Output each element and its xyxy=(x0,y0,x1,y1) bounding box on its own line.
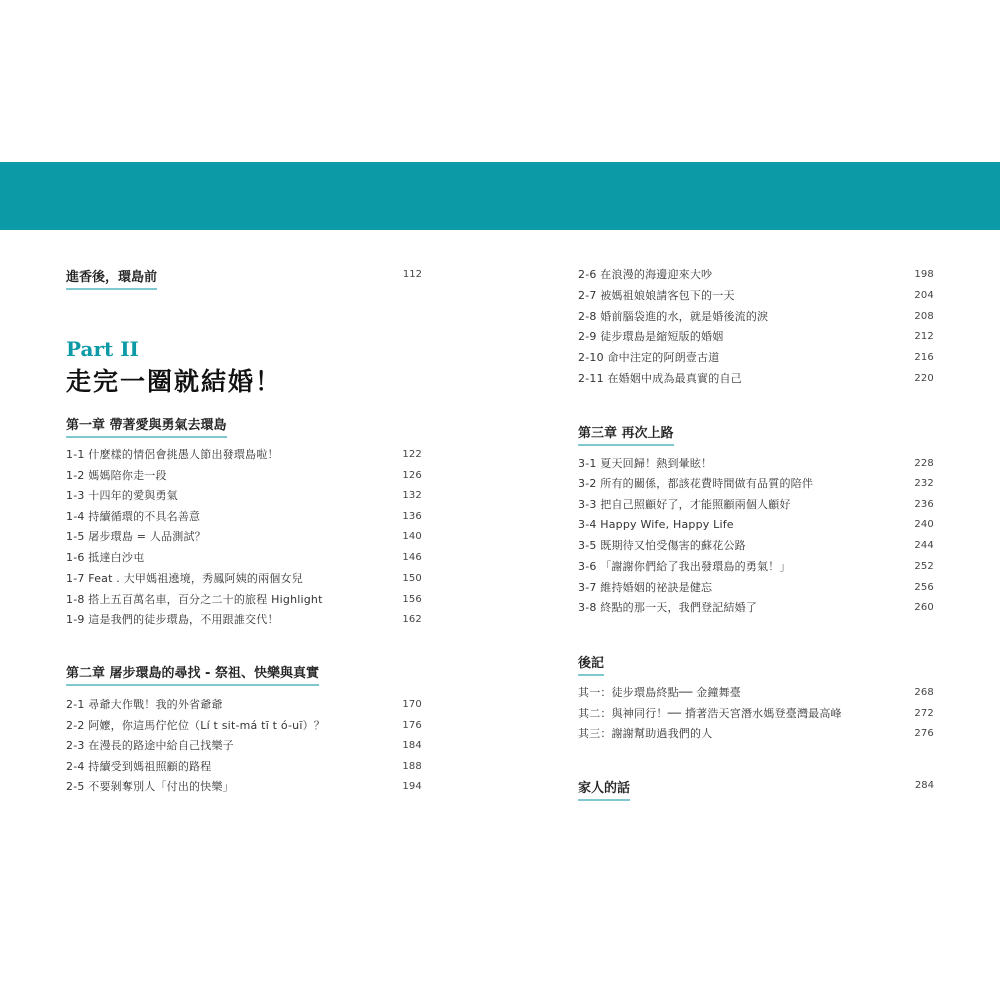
chapter-title: 第一章 帶著愛與勇氣去環島 xyxy=(66,414,227,438)
page-number: 170 xyxy=(402,698,422,710)
toc-entry[interactable] xyxy=(66,547,422,567)
page-number: 268 xyxy=(914,686,934,698)
entry-label: 1-5 屠步環島 = 人品測試？ xyxy=(66,530,206,543)
toc-section-heading[interactable] xyxy=(578,777,934,801)
entry-label: 1-1 什麼樣的情侶會挑愚人節出發環島啦！ xyxy=(66,448,279,461)
page-number: 220 xyxy=(914,372,934,384)
toc-entry[interactable] xyxy=(578,326,934,346)
toc-entry[interactable] xyxy=(578,577,934,597)
toc-entry[interactable] xyxy=(578,494,934,514)
toc-entry[interactable] xyxy=(66,444,422,464)
toc-entry[interactable] xyxy=(66,568,422,588)
page-number: 256 xyxy=(914,581,934,593)
entry-label: 1-4 持續循環的不具名善意 xyxy=(66,510,201,523)
entry-label: 2-7 被媽祖娘娘請客包下的一天 xyxy=(578,289,735,302)
page-number: 244 xyxy=(914,539,934,551)
page-number: 216 xyxy=(914,351,934,363)
entry-label: 3-6 「謝謝你們給了我出發環島的勇氣！」 xyxy=(578,560,791,573)
toc-entry[interactable] xyxy=(66,735,422,755)
chapter-heading xyxy=(66,414,422,438)
page-number: 184 xyxy=(402,739,422,751)
entry-label: 2-2 阿嬤，你這馬佇佗位（Lí t sit-má tī t ó-uī）？ xyxy=(66,719,325,732)
chapter-heading xyxy=(578,422,934,446)
page-number: 204 xyxy=(914,289,934,301)
toc-entry[interactable] xyxy=(578,703,934,723)
toc-entry[interactable] xyxy=(578,597,934,617)
entry-label: 1-6 抵達白沙屯 xyxy=(66,551,145,564)
toc-entry[interactable] xyxy=(66,694,422,714)
page-number: 150 xyxy=(402,572,422,584)
entry-label: 其二：與神同行！── 揹著浩天宮潛水媽登臺灣最高峰 xyxy=(578,707,842,720)
entry-label: 3-1 夏天回歸！熱到暈眩！ xyxy=(578,457,713,470)
page-number: 232 xyxy=(914,477,934,489)
toc-entry[interactable] xyxy=(578,535,934,555)
toc-entry[interactable] xyxy=(578,453,934,473)
entry-label: 1-8 搭上五百萬名車，百分之二十的旅程 Highlight xyxy=(66,593,323,606)
section-title: 進香後，環島前 xyxy=(66,266,157,290)
chapter-heading xyxy=(66,662,422,686)
page-number: 208 xyxy=(914,310,934,322)
entry-label: 3-3 把自己照顧好了，才能照顧兩個人顧好 xyxy=(578,498,791,511)
page-number: 198 xyxy=(914,268,934,280)
entry-label: 3-4 Happy Wife, Happy Life xyxy=(578,517,734,531)
page-number: 260 xyxy=(914,601,934,613)
page-number: 132 xyxy=(402,489,422,501)
toc-entry[interactable] xyxy=(578,285,934,305)
entry-label: 1-2 媽媽陪你走一段 xyxy=(66,469,167,482)
toc-entry[interactable] xyxy=(578,306,934,326)
chapter-title: 第三章 再次上路 xyxy=(578,422,674,446)
page-number: 188 xyxy=(402,760,422,772)
entry-label: 2-1 尋爺大作戰！我的外省爺爺 xyxy=(66,698,223,711)
page-number: 228 xyxy=(914,457,934,469)
toc-entry[interactable] xyxy=(66,485,422,505)
toc-entry[interactable] xyxy=(578,682,934,702)
entry-label: 3-5 既期待又怕受傷害的蘇花公路 xyxy=(578,539,746,552)
toc-entry[interactable] xyxy=(578,264,934,284)
entry-label: 1-3 十四年的愛與勇氣 xyxy=(66,489,178,502)
page-number: 236 xyxy=(914,498,934,510)
entry-label: 3-8 終點的那一天，我們登記結婚了 xyxy=(578,601,758,614)
toc-entry[interactable] xyxy=(66,756,422,776)
page-number: 146 xyxy=(402,551,422,563)
page-number: 212 xyxy=(914,330,934,342)
toc-entry[interactable] xyxy=(578,514,934,534)
entry-label: 2-10 命中注定的阿朗壹古道 xyxy=(578,351,720,364)
entry-label: 2-5 不要剝奪別人「付出的快樂」 xyxy=(66,780,234,793)
toc-entry[interactable] xyxy=(578,556,934,576)
page-number: 272 xyxy=(914,707,934,719)
entry-label: 2-6 在浪漫的海邊迎來大吵 xyxy=(578,268,713,281)
page-number: 140 xyxy=(402,530,422,542)
toc-entry[interactable] xyxy=(578,473,934,493)
page-number: 122 xyxy=(402,448,422,460)
section-title: 家人的話 xyxy=(578,777,630,801)
page-number: 162 xyxy=(402,613,422,625)
entry-label: 其一：徒步環島終點── 金鐘舞臺 xyxy=(578,686,741,699)
page-number: 252 xyxy=(914,560,934,572)
entry-label: 2-8 婚前腦袋進的水，就是婚後流的淚 xyxy=(578,310,769,323)
entry-label: 2-9 徒步環島是縮短版的婚姻 xyxy=(578,330,724,343)
toc-entry[interactable] xyxy=(66,589,422,609)
page-number: 136 xyxy=(402,510,422,522)
page-number: 194 xyxy=(402,780,422,792)
toc-entry[interactable] xyxy=(578,723,934,743)
toc-entry[interactable] xyxy=(578,368,934,388)
entry-label: 2-4 持續受到媽祖照顧的路程 xyxy=(66,760,212,773)
chapter-heading xyxy=(578,652,934,676)
toc-entry[interactable] xyxy=(66,526,422,546)
part-title: 走完一圈就結婚！ xyxy=(66,367,283,396)
toc-entry[interactable] xyxy=(66,609,422,629)
entry-label: 1-7 Feat . 大甲媽祖遶境，秀鳳阿姨的兩個女兒 xyxy=(66,572,303,585)
entry-label: 2-11 在婚姻中成為最真實的自己 xyxy=(578,372,742,385)
page-number: 112 xyxy=(402,269,422,280)
chapter-title: 第二章 屠步環島的尋找 - 祭祖、快樂與真實 xyxy=(66,662,319,686)
toc-entry[interactable] xyxy=(66,715,422,735)
entry-label: 1-9 這是我們的徒步環島，不用跟誰交代！ xyxy=(66,613,279,626)
toc-entry[interactable] xyxy=(578,347,934,367)
toc-entry[interactable] xyxy=(66,465,422,485)
page-number: 240 xyxy=(914,518,934,530)
page-number: 284 xyxy=(914,780,934,791)
chapter-title: 後記 xyxy=(578,652,604,676)
page-number: 176 xyxy=(402,719,422,731)
entry-label: 其三：謝謝幫助過我們的人 xyxy=(578,727,713,740)
toc-entry[interactable] xyxy=(66,776,422,796)
entry-label: 2-3 在漫長的路途中給自己找樂子 xyxy=(66,739,234,752)
entry-label: 3-2 所有的關係，都該花費時間做有品質的陪伴 xyxy=(578,477,814,490)
part-label: Part II xyxy=(66,337,139,361)
toc-entry[interactable] xyxy=(66,506,422,526)
header-band xyxy=(0,162,1000,230)
page-number: 156 xyxy=(402,593,422,605)
page-number: 126 xyxy=(402,469,422,481)
entry-label: 3-7 維持婚姻的祕訣是健忘 xyxy=(578,581,713,594)
page-number: 276 xyxy=(914,727,934,739)
toc-section-heading[interactable] xyxy=(66,266,422,290)
